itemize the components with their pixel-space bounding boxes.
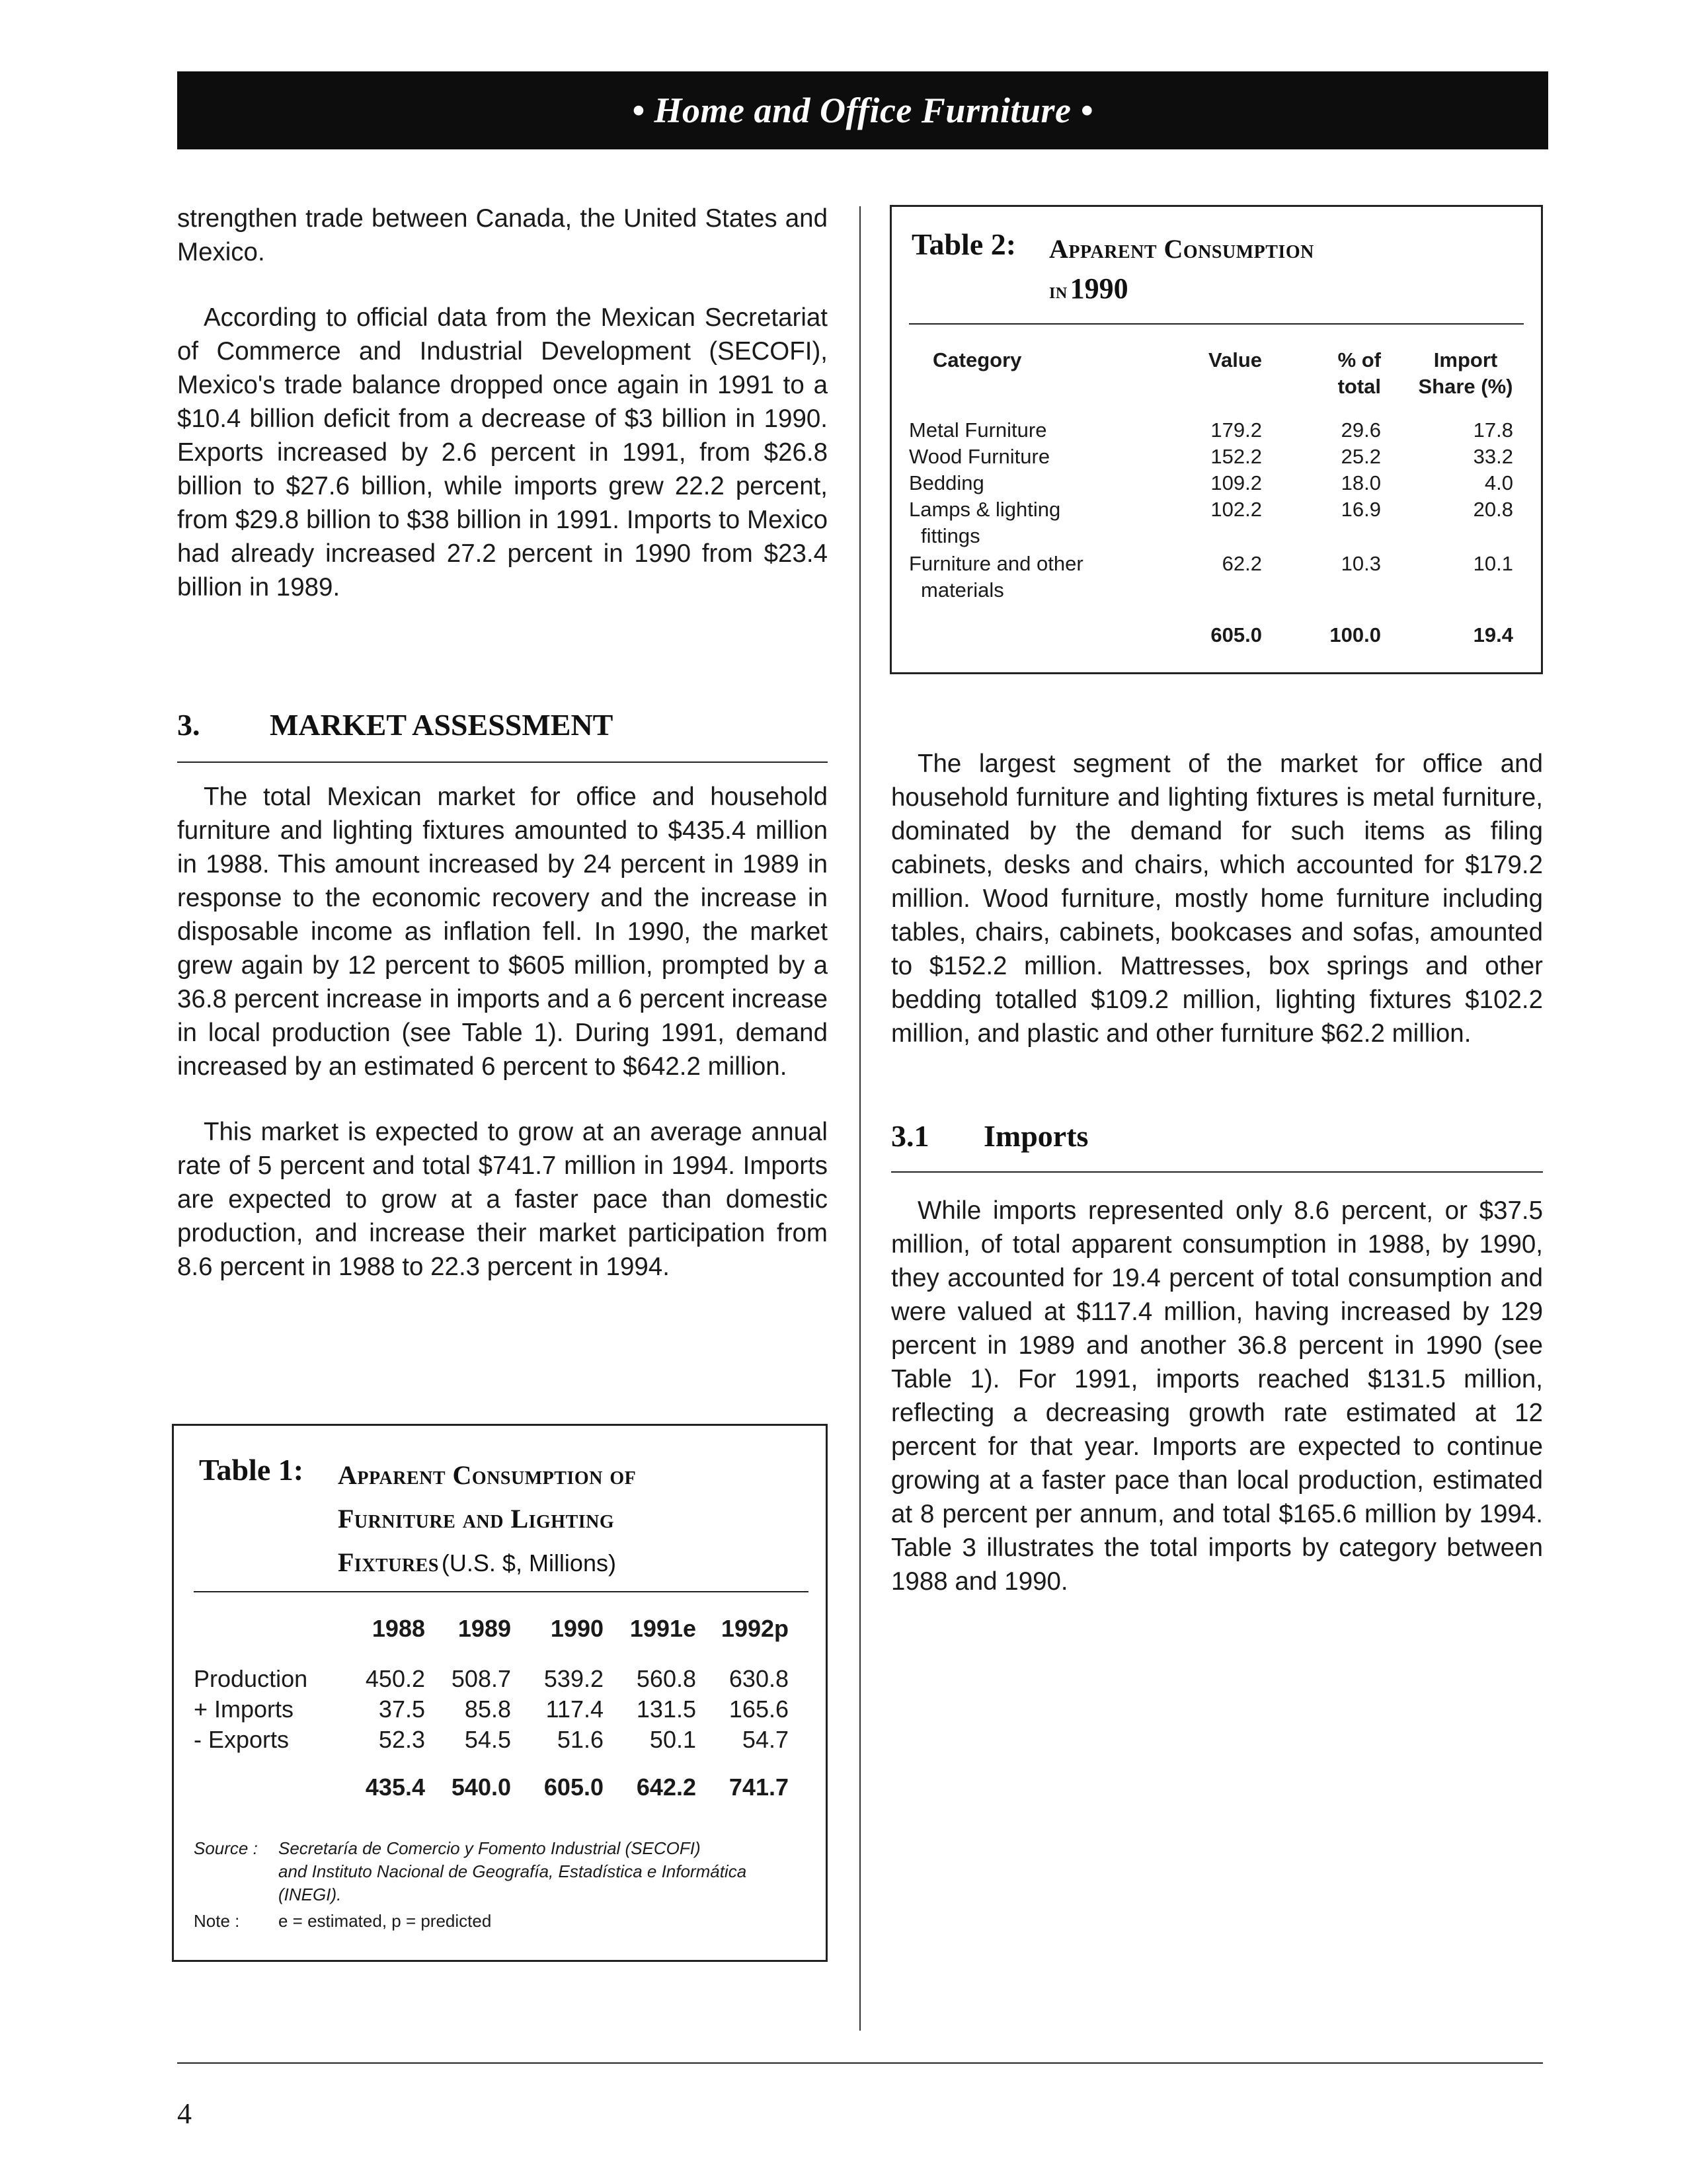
table-2-label: Table 2: [912,227,1017,261]
table-cell: 131.5 [636,1696,696,1723]
section-rule [891,1171,1543,1173]
column-header: total [1337,375,1381,398]
table-title-line: Fixtures [338,1547,439,1577]
section-heading [177,707,613,742]
page-banner: • Home and Office Furniture • [177,71,1548,149]
column-header: 1991e [629,1615,696,1642]
subsection-title: Imports [984,1119,1089,1153]
table-1-title [338,1454,636,1590]
table-cell: 62.2 [1222,552,1262,575]
table-cell: 18.0 [1341,471,1381,494]
subsection-number: 3.1 [891,1119,929,1153]
table-title-line: Furniture and Lighting [338,1504,615,1534]
column-header: Share (%) [1418,375,1513,398]
note-text: e = estimated, p = predicted [278,1911,492,1931]
source-line: and Instituto Nacional de Geografía, Estadística e Informática [278,1861,747,1881]
paragraph: According to official data from the Mexican Secretariat of Commerce and Industrial Development (SECOFI), Mexico's trade balance dropped once again in 1991 to a $10.4 billion deficit from a decrease of $3 billion in 1990. Exports increased by 2.6 percent in 1991, from $26.8 billion to $27.6 billion, while imports grew 22.2 percent, from $29.8 billion to $38 billion in 1991. Imports to Mexico had already increased 27.2 percent in 1990 from $23.4 billion in 1989. [177,303,828,602]
source-line: (INEGI). [278,1885,342,1904]
row-label: Metal Furniture [909,418,1047,442]
total-cell: 642.2 [636,1774,696,1801]
table-cell: 85.8 [464,1696,511,1723]
total-cell: 605.0 [1210,623,1262,646]
table-1-label: Table 1: [199,1453,304,1487]
section-number: 3. [177,708,200,742]
table-cell: 117.4 [545,1696,604,1723]
table-cell: 20.8 [1473,498,1513,521]
row-label-cont: materials [921,578,1004,602]
table-cell: 25.2 [1341,445,1381,468]
table-cell: 16.9 [1341,498,1381,521]
imports-text [891,1194,1543,1598]
table-cell: 54.5 [464,1726,511,1753]
section-title: MARKET ASSESSMENT [270,708,613,742]
paragraph: This market is expected to grow at an average annual rate of 5 percent and total $741.7 million in 1994. Imports are expected to grow at a faster pace than domestic production, and increase their market participation from 8.6 percent in 1988 to 22.3 percent in 1994. [177,1118,828,1281]
footer-rule [177,2062,1543,2064]
column-header: 1988 [372,1615,425,1642]
table-cell: 10.3 [1341,552,1381,575]
note-label: Note : [194,1911,240,1931]
table-cell: 539.2 [543,1665,604,1692]
table-cell: 630.8 [728,1665,789,1692]
row-label: Lamps & lighting [909,498,1061,521]
table-cell: 54.7 [742,1726,789,1753]
left-intro-text [177,202,828,604]
total-cell: 741.7 [728,1774,789,1801]
right-body-text [891,747,1543,1050]
column-divider [859,206,861,2031]
table-cell: 508.7 [451,1665,511,1692]
section-rule [177,761,828,763]
table-cell: 37.5 [378,1696,425,1723]
table-cell: 10.1 [1473,552,1513,575]
total-cell: 19.4 [1473,623,1513,646]
source-line: Secretaría de Comercio y Fomento Industrial (SECOFI) [278,1838,701,1858]
table-title-line: Apparent Consumption of [338,1460,637,1490]
table-2 [890,205,1543,674]
source-label: Source : [194,1838,258,1858]
table-title-line: Apparent Consumption [1049,234,1314,264]
table-cell: 152.2 [1210,445,1262,468]
table-cell: 165.6 [728,1696,789,1723]
table-rule [194,1591,808,1592]
column-header: Value [1208,348,1262,371]
row-label: - Exports [194,1726,290,1753]
row-label-cont: fittings [921,524,980,547]
column-header: 1989 [457,1615,511,1642]
paragraph: strengthen trade between Canada, the United States and Mexico. [177,204,828,266]
market-assessment-text [177,780,828,1284]
table-title-year: 1990 [1070,272,1128,305]
column-header: Category [933,348,1022,371]
table-2-grid [892,207,1541,672]
subsection-heading [891,1118,1088,1153]
table-cell: 50.1 [649,1726,696,1753]
column-header: Import [1433,348,1498,371]
table-cell: 29.6 [1341,418,1381,442]
row-label: + Imports [194,1696,294,1723]
table-title-line: in [1049,279,1068,303]
table-cell: 102.2 [1210,498,1262,521]
row-label: Bedding [909,471,984,494]
table-cell: 450.2 [365,1665,425,1692]
total-cell: 100.0 [1329,623,1381,646]
row-label: Production [194,1665,308,1692]
table-cell: 17.8 [1473,418,1513,442]
table-cell: 4.0 [1484,471,1513,494]
table-unit: (U.S. $, Millions) [441,1549,616,1577]
row-label: Wood Furniture [909,445,1050,468]
page-number: 4 [177,2097,192,2130]
paragraph: While imports represented only 8.6 percent, or $37.5 million, of total apparent consumption in 1988, by 1990, they accounted for 19.4 percent of total consumption and were valued at $117.4 million, having increased by 129 percent in 1989 and another 36.8 percent in 1990 (see Table 1). For 1991, imports reached $131.5 million, reflecting a decreasing growth rate estimated at 12 percent for that year. Imports are expected to continue growing at a faster pace than local production, estimated at 8 percent per annum, and total $165.6 million by 1994. Table 3 illustrates the total imports by category between 1988 and 1990. [891,1196,1543,1596]
column-header: 1992p [721,1615,789,1642]
table-cell: 560.8 [636,1665,696,1692]
table-cell: 33.2 [1473,445,1513,468]
table-1 [172,1424,828,1962]
table-cell: 109.2 [1210,471,1262,494]
total-cell: 605.0 [543,1774,604,1801]
total-cell: 540.0 [451,1774,511,1801]
row-label: Furniture and other [909,552,1083,575]
table-cell: 51.6 [557,1726,604,1753]
total-cell: 435.4 [365,1774,425,1801]
column-header: % of [1337,348,1381,371]
table-cell: 52.3 [378,1726,425,1753]
paragraph: The largest segment of the market for office and household furniture and lighting fixtures is metal furniture, dominated by the demand for such items as filing cabinets, desks and chairs, which accounted for $179.2 million. Wood furniture, mostly home furniture including tables, chairs, cabinets, bookcases and sofas, amounted to $152.2 million. Mattresses, box springs and other bedding totalled $109.2 million, lighting fixtures $102.2 million, and plastic and other furniture $62.2 million. [891,750,1543,1048]
column-header: 1990 [550,1615,604,1642]
table-cell: 179.2 [1210,418,1262,442]
paragraph: The total Mexican market for office and household furniture and lighting fixtures amounted to $435.4 million in 1988. This amount increased by 24 percent in 1989 in response to the economic recovery and the increase in disposable income as inflation fell. In 1990, the market grew again by 12 percent to $605 million, prompted by a 36.8 percent increase in imports and a 6 percent increase in local production (see Table 1). During 1991, demand increased by an estimated 6 percent to $642.2 million. [177,783,828,1081]
